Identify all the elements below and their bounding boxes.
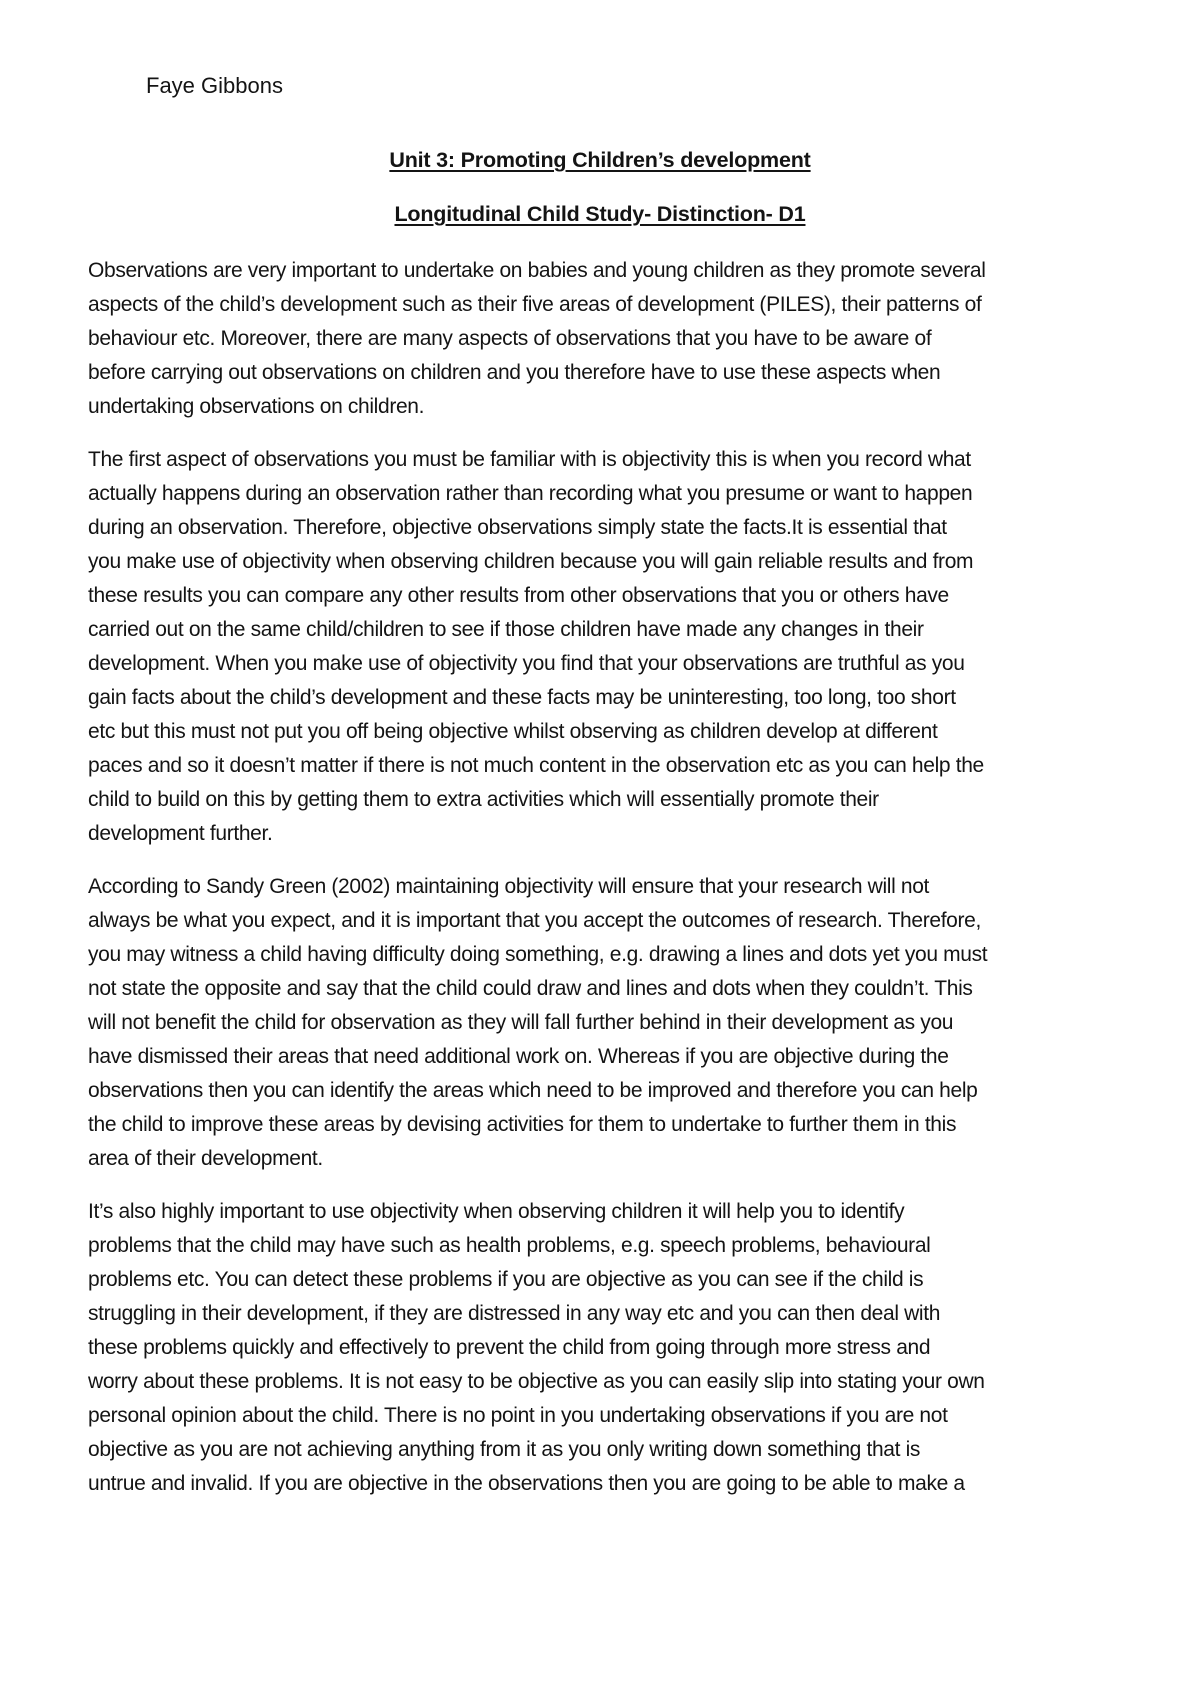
text-line: carried out on the same child/children to see if those children have made any changes in their <box>88 618 924 641</box>
document-subtitle: Longitudinal Child Study- Distinction- D1 <box>394 202 806 226</box>
title-block <box>0 145 1200 253</box>
text-line: struggling in their development, if they are distressed in any way etc and you can then deal with <box>88 1302 941 1325</box>
text-line: you may witness a child having difficulty doing something, e.g. drawing a lines and dots yet you must <box>88 943 988 966</box>
text-line: According to Sandy Green (2002) maintaining objectivity will ensure that your research will not <box>88 875 930 898</box>
text-line: before carrying out observations on children and you therefore have to use these aspects when <box>88 361 941 384</box>
text-line: development further. <box>88 822 273 845</box>
text-line: area of their development. <box>88 1147 323 1170</box>
text-line: gain facts about the child’s development and these facts may be uninteresting, too long, too short <box>88 686 956 709</box>
text-line: the child to improve these areas by devising activities for them to undertake to further them in this <box>88 1113 957 1136</box>
text-line: problems that the child may have such as health problems, e.g. speech problems, behavioural <box>88 1234 931 1257</box>
text-line: development. When you make use of objectivity you find that your observations are truthful as you <box>88 652 965 675</box>
text-line: undertaking observations on children. <box>88 395 425 418</box>
text-line: problems etc. You can detect these problems if you are objective as you can see if the child is <box>88 1268 924 1291</box>
text-line: child to build on this by getting them to extra activities which will essentially promote their <box>88 788 879 811</box>
text-line: paces and so it doesn’t matter if there is not much content in the observation etc as you can help the <box>88 754 984 777</box>
text-line: behaviour etc. Moreover, there are many aspects of observations that you have to be aware of <box>88 327 932 350</box>
text-line: personal opinion about the child. There is no point in you undertaking observations if you are not <box>88 1404 948 1427</box>
text-line: have dismissed their areas that need additional work on. Whereas if you are objective during the <box>88 1045 949 1068</box>
text-line: these problems quickly and effectively to prevent the child from going through more stress and <box>88 1336 931 1359</box>
text-line: untrue and invalid. If you are objective in the observations then you are going to be able to make a <box>88 1472 965 1495</box>
paragraph-3 <box>88 870 1128 1176</box>
author-name: Faye Gibbons <box>146 73 283 98</box>
text-line: always be what you expect, and it is important that you accept the outcomes of research. Therefore, <box>88 909 981 932</box>
text-line: will not benefit the child for observation as they will fall further behind in their development as you <box>88 1011 954 1034</box>
text-line: Observations are very important to undertake on babies and young children as they promote several <box>88 259 986 282</box>
text-line: It’s also highly important to use objectivity when observing children it will help you to identify <box>88 1200 905 1223</box>
paragraph-2 <box>88 443 1128 851</box>
document-title: Unit 3: Promoting Children’s development <box>389 148 811 172</box>
text-line: objective as you are not achieving anything from it as you only writing down something that is <box>88 1438 921 1461</box>
paragraph-4 <box>88 1195 1128 1501</box>
text-line: during an observation. Therefore, objective observations simply state the facts.It is essential that <box>88 516 947 539</box>
text-line: not state the opposite and say that the child could draw and lines and dots when they couldn’t. This <box>88 977 973 1000</box>
text-line: these results you can compare any other results from other observations that you or others have <box>88 584 949 607</box>
text-line: aspects of the child’s development such as their five areas of development (PILES), their patterns of <box>88 293 982 316</box>
text-line: etc but this must not put you off being objective whilst observing as children develop at different <box>88 720 938 743</box>
body-text <box>88 254 1128 1520</box>
text-line: worry about these problems. It is not easy to be objective as you can easily slip into stating your own <box>88 1370 985 1393</box>
text-line: actually happens during an observation rather than recording what you presume or want to happen <box>88 482 973 505</box>
text-line: The first aspect of observations you must be familiar with is objectivity this is when you record what <box>88 448 971 471</box>
paragraph-1 <box>88 254 1128 424</box>
text-line: observations then you can identify the areas which need to be improved and therefore you can help <box>88 1079 978 1102</box>
text-line: you make use of objectivity when observing children because you will gain reliable results and from <box>88 550 974 573</box>
